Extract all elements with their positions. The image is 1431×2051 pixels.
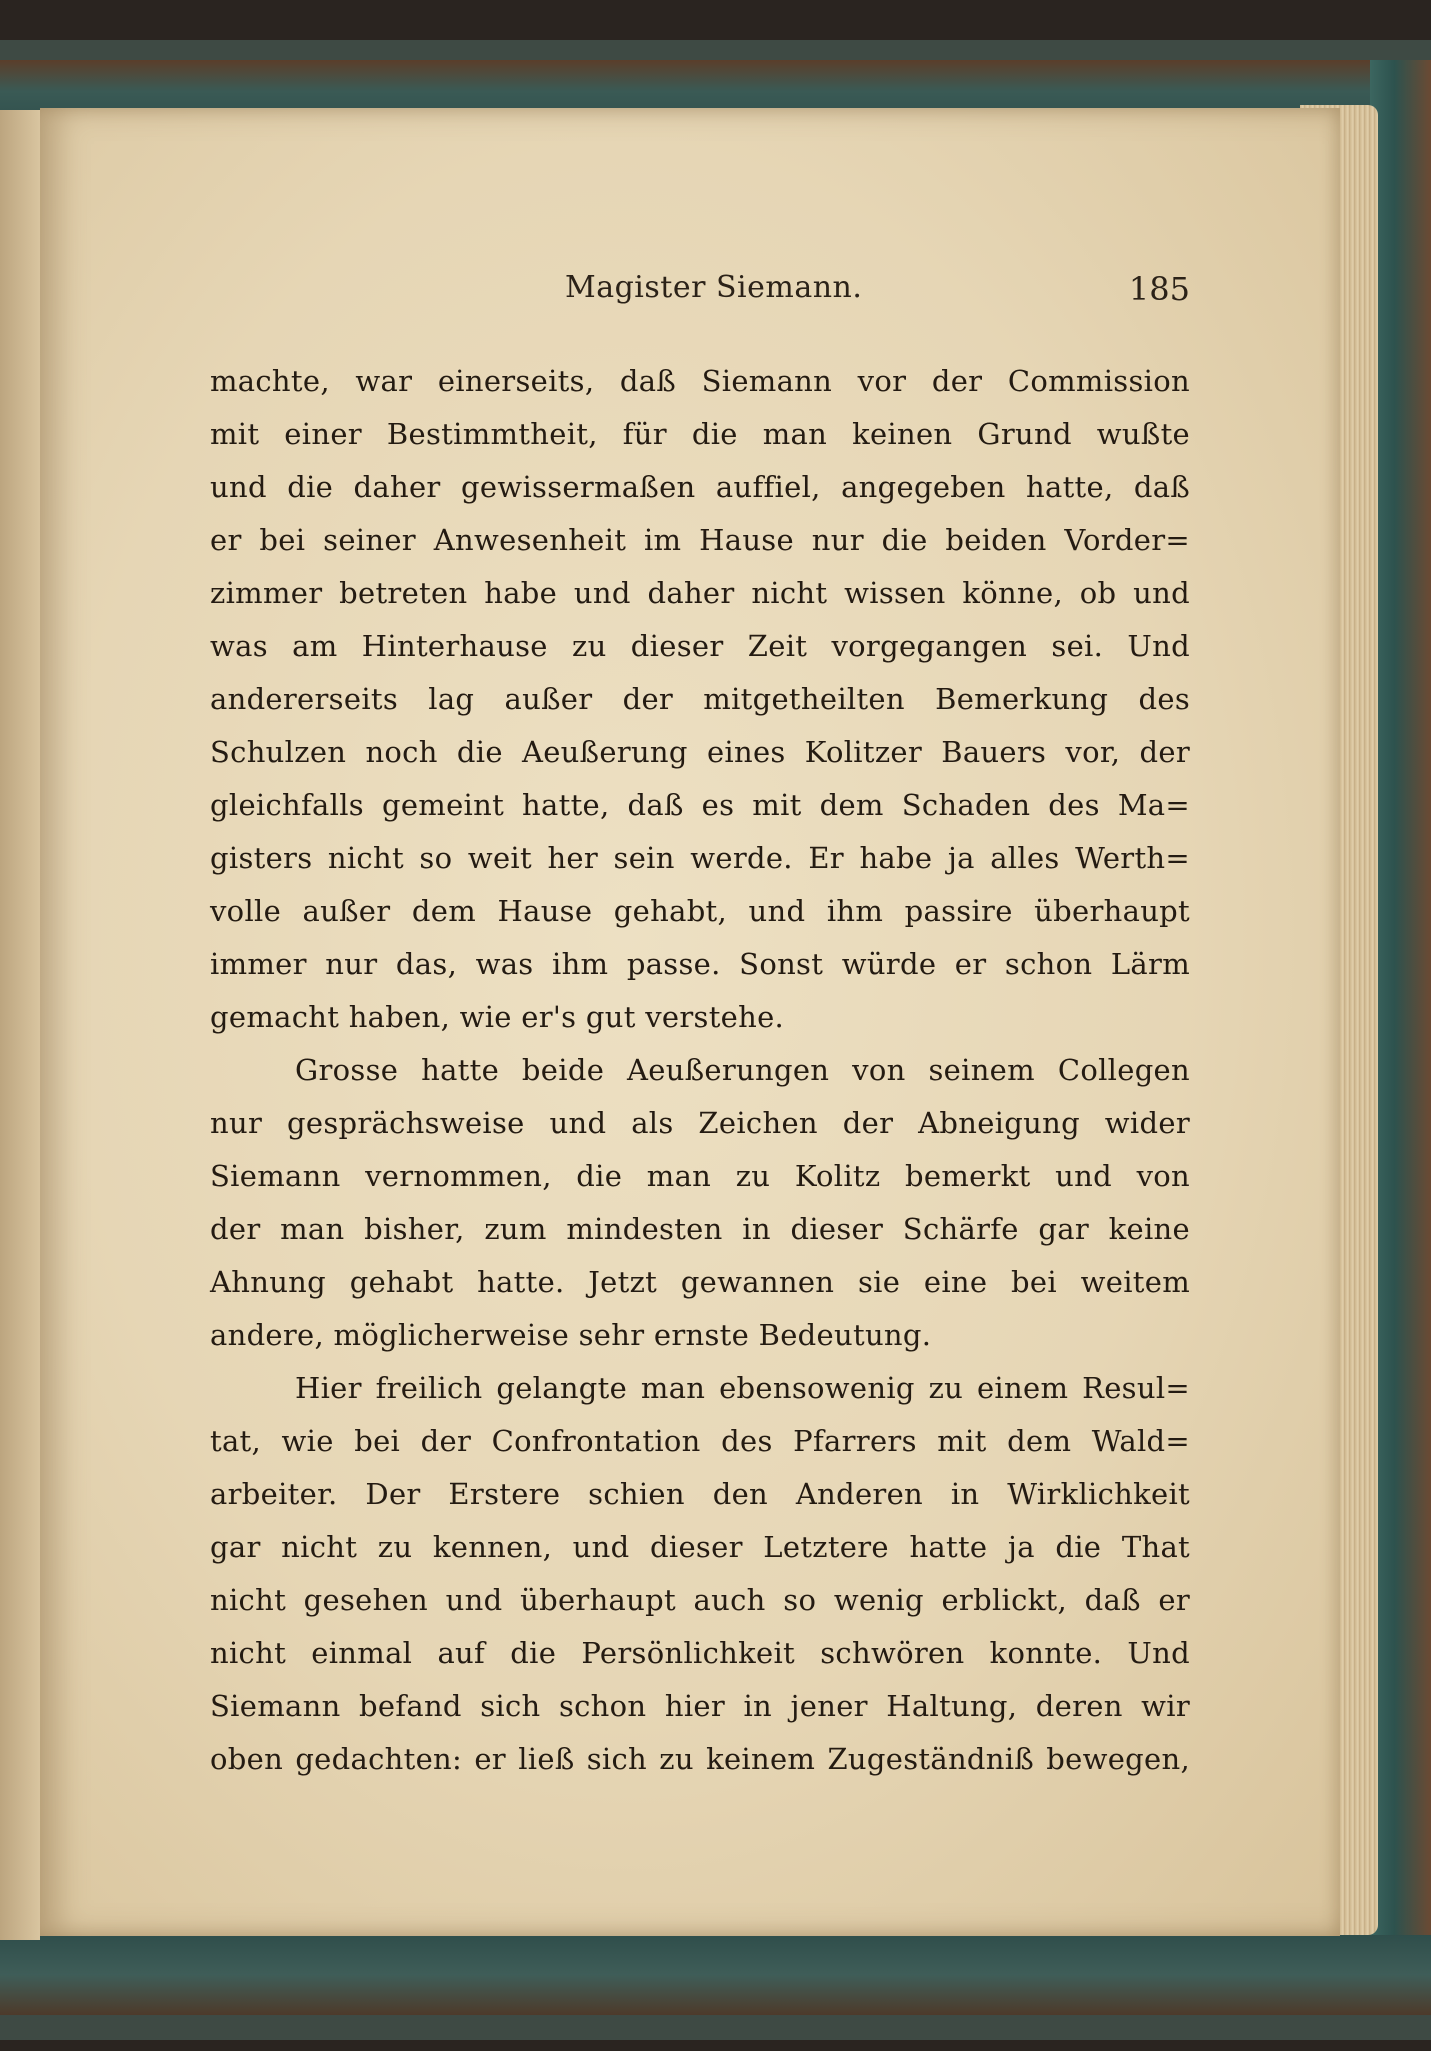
text-line: Grosse hatte beide Aeußerungen von seinem Collegen bbox=[295, 1053, 1190, 1087]
text-line: immer nur das, was ihm passe. Sonst würde er schon Lärm bbox=[210, 947, 1190, 981]
text-line: Ahnung gehabt hatte. Jetzt gewannen sie eine bei weitem bbox=[210, 1265, 1190, 1299]
text-line: zimmer betreten habe und daher nicht wissen könne, ob und bbox=[210, 576, 1190, 610]
text-line: Siemann vernommen, die man zu Kolitz bemerkt und von bbox=[210, 1159, 1190, 1193]
running-head-title: Magister Siemann. bbox=[565, 270, 863, 305]
text-line: andere, möglicherweise sehr ernste Bedeutung. bbox=[210, 1318, 932, 1352]
text-line: machte, war einerseits, daß Siemann vor der Commission bbox=[210, 364, 1190, 398]
text-line: nicht gesehen und überhaupt auch so wenig erblickt, daß er bbox=[210, 1583, 1190, 1617]
text-line: gisters nicht so weit her sein werde. Er habe ja alles Werth= bbox=[210, 841, 1190, 875]
body-text bbox=[210, 355, 1190, 1786]
cover-right-edge bbox=[1370, 60, 1431, 2010]
text-line: oben gedachten: er ließ sich zu keinem Zugeständniß bewegen, bbox=[210, 1742, 1190, 1776]
text-line: und die daher gewissermaßen auffiel, angegeben hatte, daß bbox=[210, 470, 1190, 504]
text-line: gleichfalls gemeint hatte, daß es mit dem Schaden des Ma= bbox=[210, 788, 1190, 822]
page-number: 185 bbox=[1128, 270, 1190, 308]
text-line: andererseits lag außer der mitgetheilten Bemerkung des bbox=[210, 682, 1190, 716]
text-line: tat, wie bei der Confrontation des Pfarrers mit dem Wald= bbox=[210, 1424, 1190, 1458]
running-head bbox=[170, 270, 1190, 320]
text-line: gemacht haben, wie er's gut verstehe. bbox=[210, 1000, 785, 1034]
cover-bottom-edge bbox=[0, 1935, 1431, 2015]
text-line: mit einer Bestimmtheit, für die man keinen Grund wußte bbox=[210, 417, 1190, 451]
text-line: der man bisher, zum mindesten in dieser Schärfe gar keine bbox=[210, 1212, 1190, 1246]
facing-page-edge bbox=[0, 110, 40, 1940]
text-line: Siemann befand sich schon hier in jener Haltung, deren wir bbox=[210, 1689, 1190, 1723]
text-line: Schulzen noch die Aeußerung eines Kolitzer Bauers vor, der bbox=[210, 735, 1190, 769]
text-line: nicht einmal auf die Persönlichkeit schwören konnte. Und bbox=[210, 1636, 1190, 1670]
text-line: er bei seiner Anwesenheit im Hause nur die beiden Vorder= bbox=[210, 523, 1190, 557]
text-line: volle außer dem Hause gehabt, und ihm passire überhaupt bbox=[210, 894, 1190, 928]
text-line: nur gesprächsweise und als Zeichen der Abneigung wider bbox=[210, 1106, 1190, 1140]
text-line: gar nicht zu kennen, und dieser Letztere hatte ja die That bbox=[210, 1530, 1190, 1564]
text-line: was am Hinterhause zu dieser Zeit vorgegangen sei. Und bbox=[210, 629, 1190, 663]
text-line: arbeiter. Der Erstere schien den Anderen in Wirklichkeit bbox=[210, 1477, 1190, 1511]
text-line: Hier freilich gelangte man ebensowenig zu einem Resul= bbox=[295, 1371, 1190, 1405]
